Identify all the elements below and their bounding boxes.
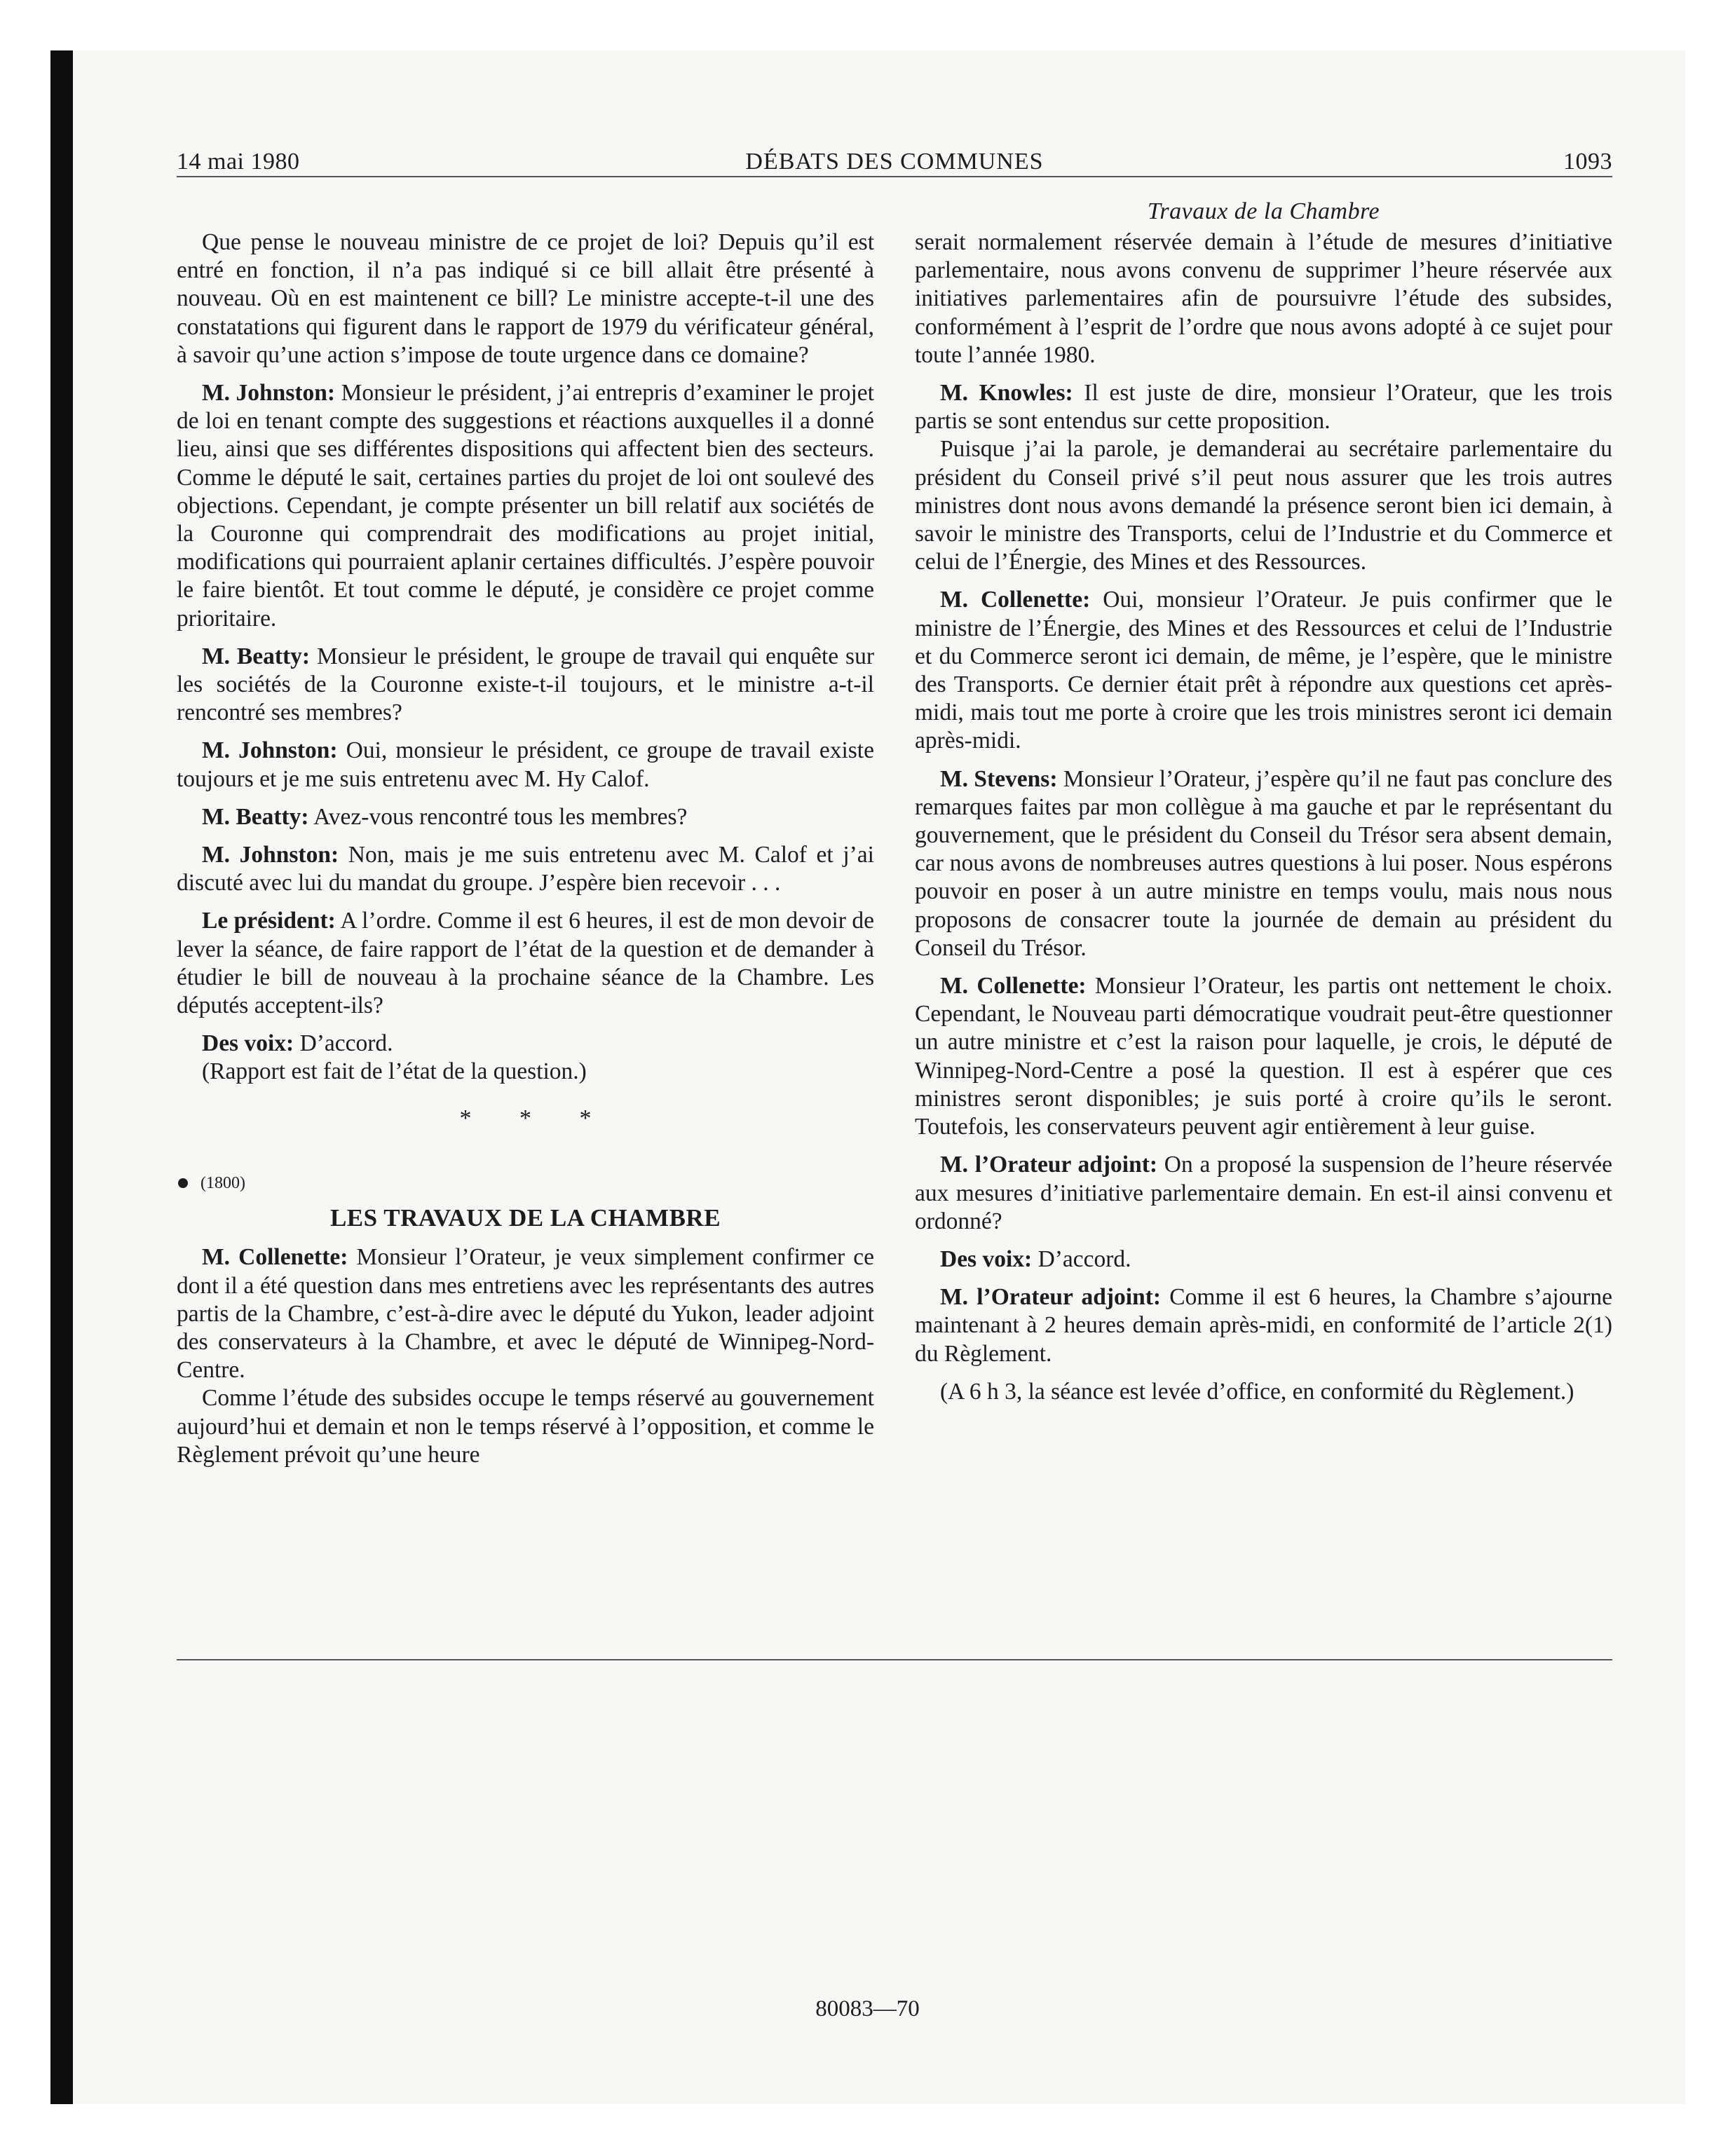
header-rule: [177, 176, 1612, 177]
header-page-number: 1093: [1563, 149, 1612, 175]
paragraph: serait normalement réservée demain à l’étude de mesures d’initiative parlementaire, nous avons convenu de supprimer l’heure réservée aux initiatives parlementaires afin de poursuivre l’étude des subsides, conformément à l’esprit de l’ordre que nous avons adopté à ce sujet pour toute l’année 1980.: [915, 229, 1612, 368]
speech-text: Monsieur le président, le groupe de travail qui enquête sur les sociétés de la Couronne existe-t-il toujours, et le ministre a-t-il rencontré ses membres?: [177, 643, 874, 726]
speech-text: Monsieur le président, j’ai entrepris d’examiner le projet de loi en tenant compte des suggestions et réactions auxquelles il a donné lieu, ainsi que ses différentes dispositions qui affectent bien des secteurs. Comme le député le sait, certaines parties du projet de loi ont soulevé des objections. Cependant, je compte présenter un bill relatif aux sociétés de la Couronne qui comprendrait des modifications au projet initial, modifications qui pourraient aplanir certaines difficultés. J’espère pouvoir le faire bientôt. Et tout comme le député, je considère ce projet comme prioritaire.: [177, 380, 874, 632]
paragraph: [177, 1030, 874, 1058]
page-header: [177, 139, 1612, 175]
speech-text: Monsieur l’Orateur, j’espère qu’il ne faut pas conclure des remarques faites par mon collègue à ma gauche et par le représentant du gouvernement, que le président du Conseil du Trésor sera absent demain, car nous avons de nombreuses autres questions à lui poser. Nous espérons pouvoir en poser à un autre ministre en temps voulu, mais nous nous proposons de consacrer toute la journée de demain au président du Conseil du Trésor.: [915, 765, 1613, 961]
scan-edge: [50, 50, 73, 2104]
speech-text: Non, mais je me suis entretenu avec M. Calof et j’ai discuté avec lui du mandat du groupe. J’espère bien recevoir . . .: [177, 842, 874, 896]
speech-text: On a proposé la suspension de l’heure réservée aux mesures d’initiative parlementaire demain. En est-il ainsi convenu et ordonné?: [915, 1152, 1612, 1234]
speech-text: A l’ordre. Comme il est 6 heures, il est de mon devoir de lever la séance, de faire rapport de l’état de la question et de demander à étudier le bill de nouveau à la prochaine séance de la Chambre. Les députés acceptent-ils?: [177, 908, 874, 1019]
section-separator: * * *: [459, 1105, 613, 1131]
time-marker-label: (1800): [200, 1173, 245, 1192]
footer-code: 80083—70: [815, 1996, 920, 2021]
speech-text: Monsieur l’Orateur, les partis ont nettement le choix. Cependant, le Nouveau parti démocratique voudrait peut-être questionner un autre ministre et c’est la raison pour laquelle, je crois, le député de Winnipeg-Nord-Centre a posé la question. Il est à espérer que ces ministres seront disponibles; je suis porté à croire qu’ils le seront. Toutefois, les conservateurs peuvent agir entièrement à leur guise.: [915, 973, 1612, 1140]
bullet-dot-icon: [178, 1178, 188, 1188]
speaker-name: M. Johnston:: [202, 380, 336, 407]
speaker-name: Des voix:: [940, 1246, 1033, 1272]
paragraph: [915, 1283, 1612, 1368]
paragraph: [177, 803, 874, 831]
running-head: Travaux de la Chambre: [1147, 198, 1380, 224]
paragraph: [177, 1243, 874, 1384]
speaker-name: M. Knowles:: [940, 380, 1073, 407]
left-column: [177, 179, 874, 1479]
paragraph: [177, 643, 874, 728]
speaker-name: M. Collenette:: [940, 973, 1087, 999]
speech-text: Oui, monsieur l’Orateur. Je puis confirmer que le ministre de l’Énergie, des Mines et des Ressources et celui de l’Industrie et du Commerce seront ici demain, de même, je l’espère, que le ministre des Transports. Ce dernier était prêt à répondre aux questions cet après-midi, mais tout me porte à croire que les trois ministres seront ici demain après-midi.: [915, 587, 1612, 754]
speaker-name: Le président:: [202, 908, 336, 934]
right-column: [915, 179, 1612, 1416]
paragraph: [177, 841, 874, 897]
paragraph: [915, 1246, 1612, 1274]
speech-text: D’accord.: [294, 1030, 393, 1057]
section-title: LES TRAVAUX DE LA CHAMBRE: [329, 1204, 721, 1232]
speaker-name: M. l’Orateur adjoint:: [940, 1152, 1158, 1178]
speech-text: Monsieur l’Orateur, je veux simplement confirmer ce dont il a été question dans mes entretiens avec les représentants des autres partis de la Chambre, c’est-à-dire avec le député du Yukon, leader adjoint des conservateurs à la Chambre, et avec le député de Winnipeg-Nord-Centre.: [177, 1244, 874, 1384]
paragraph: [915, 586, 1612, 755]
header-date: 14 mai 1980: [177, 149, 300, 175]
paragraph: Comme l’étude des subsides occupe le temps réservé au gouvernement aujourd’hui et demain et non le temps réservé à l’opposition, et comme le Règlement prévoit qu’une heure: [177, 1385, 874, 1468]
paragraph: (Rapport est fait de l’état de la question.): [202, 1058, 587, 1085]
paragraph: [915, 765, 1612, 962]
speaker-name: M. Johnston:: [202, 842, 339, 868]
speech-text: Oui, monsieur le président, ce groupe de travail existe toujours et je me suis entretenu avec M. Hy Calof.: [177, 737, 874, 792]
header-journal-title: DÉBATS DES COMMUNES: [745, 149, 1044, 175]
speech-text: D’accord.: [1032, 1246, 1131, 1272]
paragraph: Puisque j’ai la parole, je demanderai au secrétaire parlementaire du président du Conseil privé s’il peut nous assurer que les trois autres ministres dont nous avons demandé la présence seront bien ici demain, à savoir le ministre des Transports, celui de l’Industrie et du Commerce et celui de l’Énergie, des Mines et des Ressources.: [915, 436, 1612, 575]
speaker-name: M. Stevens:: [940, 765, 1058, 792]
speech-text: Il est juste de dire, monsieur l’Orateur, que les trois partis se sont entendus sur cette proposition.: [915, 380, 1612, 435]
speaker-name: M. Beatty:: [202, 803, 309, 830]
paragraph: [177, 737, 874, 793]
speaker-name: M. Beatty:: [202, 643, 311, 669]
speaker-name: M. Collenette:: [940, 587, 1091, 613]
speech-text: Avez-vous rencontré tous les membres?: [308, 803, 688, 830]
paragraph: Que pense le nouveau ministre de ce projet de loi? Depuis qu’il est entré en fonction, il n’a pas indiqué si ce bill allait être présenté à nouveau. Où en est maintenent ce bill? Le ministre accepte-t-il une des constatations qui figurent dans le rapport de 1979 du vérificateur général, à savoir qu’une action s’impose de toute urgence dans ce domaine?: [177, 229, 874, 368]
time-marker: [177, 1169, 874, 1197]
paragraph: [177, 379, 874, 633]
speech-text: Comme il est 6 heures, la Chambre s’ajourne maintenant à 2 heures demain après-midi, en conformité de l’article 2(1) du Règlement.: [915, 1284, 1613, 1367]
footer-rule: [177, 1659, 1612, 1660]
paragraph: [915, 379, 1612, 435]
paragraph: [177, 907, 874, 1020]
paragraph: (A 6 h 3, la séance est levée d’office, en conformité du Règlement.): [940, 1378, 1574, 1405]
speaker-name: Des voix:: [202, 1030, 294, 1057]
speaker-name: M. Johnston:: [202, 737, 338, 764]
speaker-name: M. l’Orateur adjoint:: [940, 1284, 1162, 1311]
paragraph: [915, 972, 1612, 1141]
paragraph: [915, 1151, 1612, 1236]
speaker-name: M. Collenette:: [202, 1244, 348, 1271]
